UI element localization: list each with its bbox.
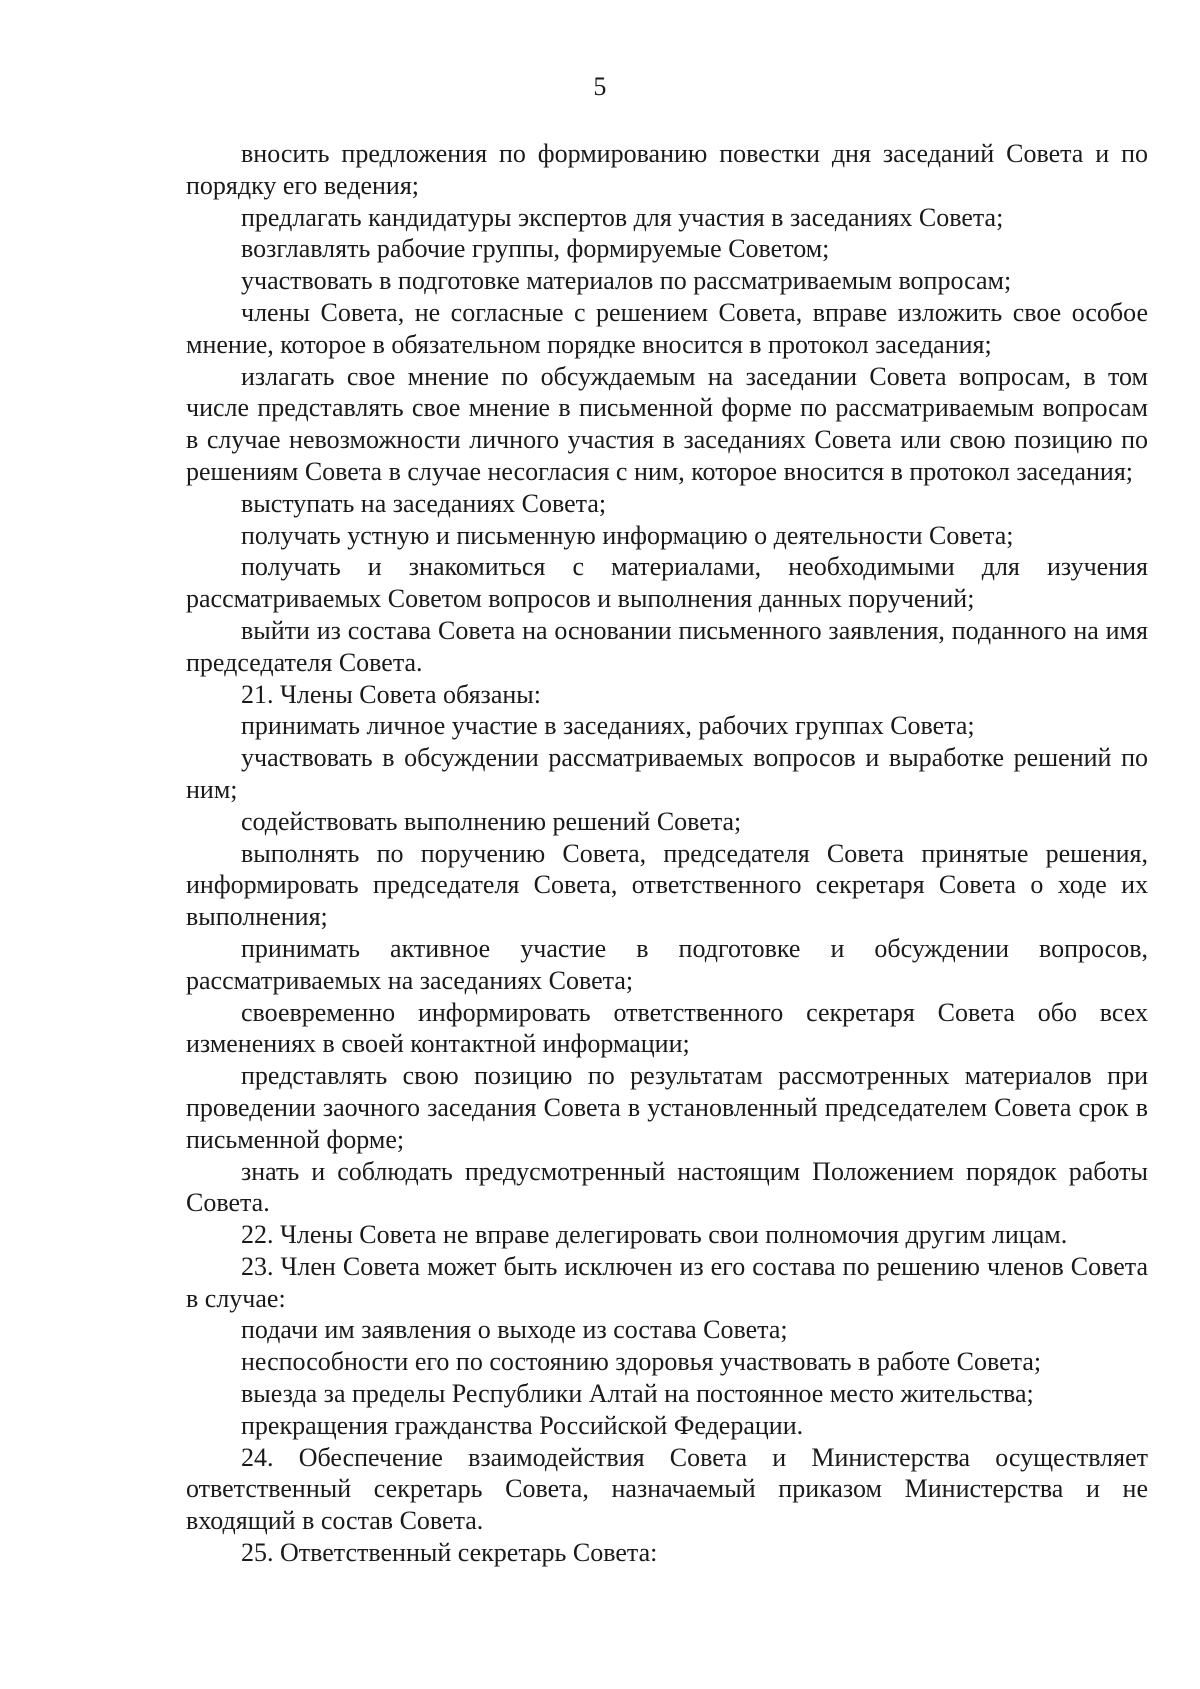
paragraph-10: выйти из состава Совета на основании письменного заявления, поданного на имя председателя Совета. bbox=[186, 615, 1148, 677]
document-body bbox=[186, 138, 1148, 1569]
paragraph-19: знать и соблюдать предусмотренный настоящим Положением порядок работы Совета. bbox=[186, 1156, 1148, 1218]
paragraph-23: неспособности его по состоянию здоровья участвовать в работе Совета; bbox=[241, 1347, 1042, 1377]
paragraph-8: получать устную и письменную информацию о деятельности Совета; bbox=[241, 520, 1014, 550]
paragraph-1: вносить предложения по формированию повестки дня заседаний Совета и по порядку его ведения; bbox=[186, 139, 1148, 200]
paragraph-15: выполнять по поручению Совета, председателя Совета принятые решения, информировать председателя Совета, ответственного секретаря Совета о ходе их выполнения; bbox=[186, 838, 1148, 932]
paragraph-2: предлагать кандидатуры экспертов для участия в заседаниях Совета; bbox=[241, 202, 1004, 232]
section-21-heading: 21. Члены Совета обязаны: bbox=[241, 679, 541, 709]
paragraph-5: члены Совета, не согласные с решением Совета, вправе изложить свое особое мнение, которое в обязательном порядке вносится в протокол заседания; bbox=[186, 297, 1148, 359]
paragraph-24: выезда за пределы Республики Алтай на постоянное место жительства; bbox=[241, 1379, 1034, 1409]
paragraph-25: прекращения гражданства Российской Федерации. bbox=[241, 1410, 804, 1440]
paragraph-17: своевременно информировать ответственного секретаря Совета обо всех изменениях в своей контактной информации; bbox=[186, 997, 1148, 1059]
paragraph-14: содействовать выполнению решений Совета; bbox=[241, 806, 742, 836]
paragraph-16: принимать активное участие в подготовке и обсуждении вопросов, рассматриваемых на заседаниях Совета; bbox=[186, 933, 1148, 995]
paragraph-22: подачи им заявления о выходе из состава Совета; bbox=[241, 1315, 788, 1345]
paragraph-6: излагать свое мнение по обсуждаемым на заседании Совета вопросам, в том числе представлять свое мнение в письменной форме по рассматриваемым вопросам в случае невозможности личного участия в заседаниях Совета или свою позицию по решениям Совета в случае несогласия с ним, которое вносится в протокол заседания; bbox=[186, 361, 1148, 486]
section-22: 22. Члены Совета не вправе делегировать свои полномочия другим лицам. bbox=[241, 1220, 1068, 1250]
paragraph-3: возглавлять рабочие группы, формируемые Советом; bbox=[241, 234, 830, 264]
section-23-heading: 23. Член Совета может быть исключен из его состава по решению членов Совета в случае: bbox=[186, 1251, 1148, 1313]
paragraph-13: участвовать в обсуждении рассматриваемых вопросов и выработке решений по ним; bbox=[186, 743, 1148, 804]
paragraph-7: выступать на заседаниях Совета; bbox=[241, 488, 607, 518]
paragraph-4: участвовать в подготовке материалов по рассматриваемым вопросам; bbox=[241, 266, 1012, 296]
paragraph-12: принимать личное участие в заседаниях, рабочих группах Совета; bbox=[241, 711, 975, 741]
paragraph-9: получать и знакомиться с материалами, необходимыми для изучения рассматриваемых Советом вопросов и выполнения данных поручений; bbox=[186, 552, 1148, 614]
section-25-heading: 25. Ответственный секретарь Совета: bbox=[241, 1538, 658, 1568]
section-24: 24. Обеспечение взаимодействия Совета и Министерства осуществляет ответственный секретарь Совета, назначаемый приказом Министерства и не входящий в состав Совета. bbox=[186, 1442, 1148, 1536]
page-number: 5 bbox=[593, 72, 607, 101]
paragraph-18: представлять свою позицию по результатам рассмотренных материалов при проведении заочного заседания Совета в установленный председателем Совета срок в письменной форме; bbox=[186, 1061, 1148, 1154]
